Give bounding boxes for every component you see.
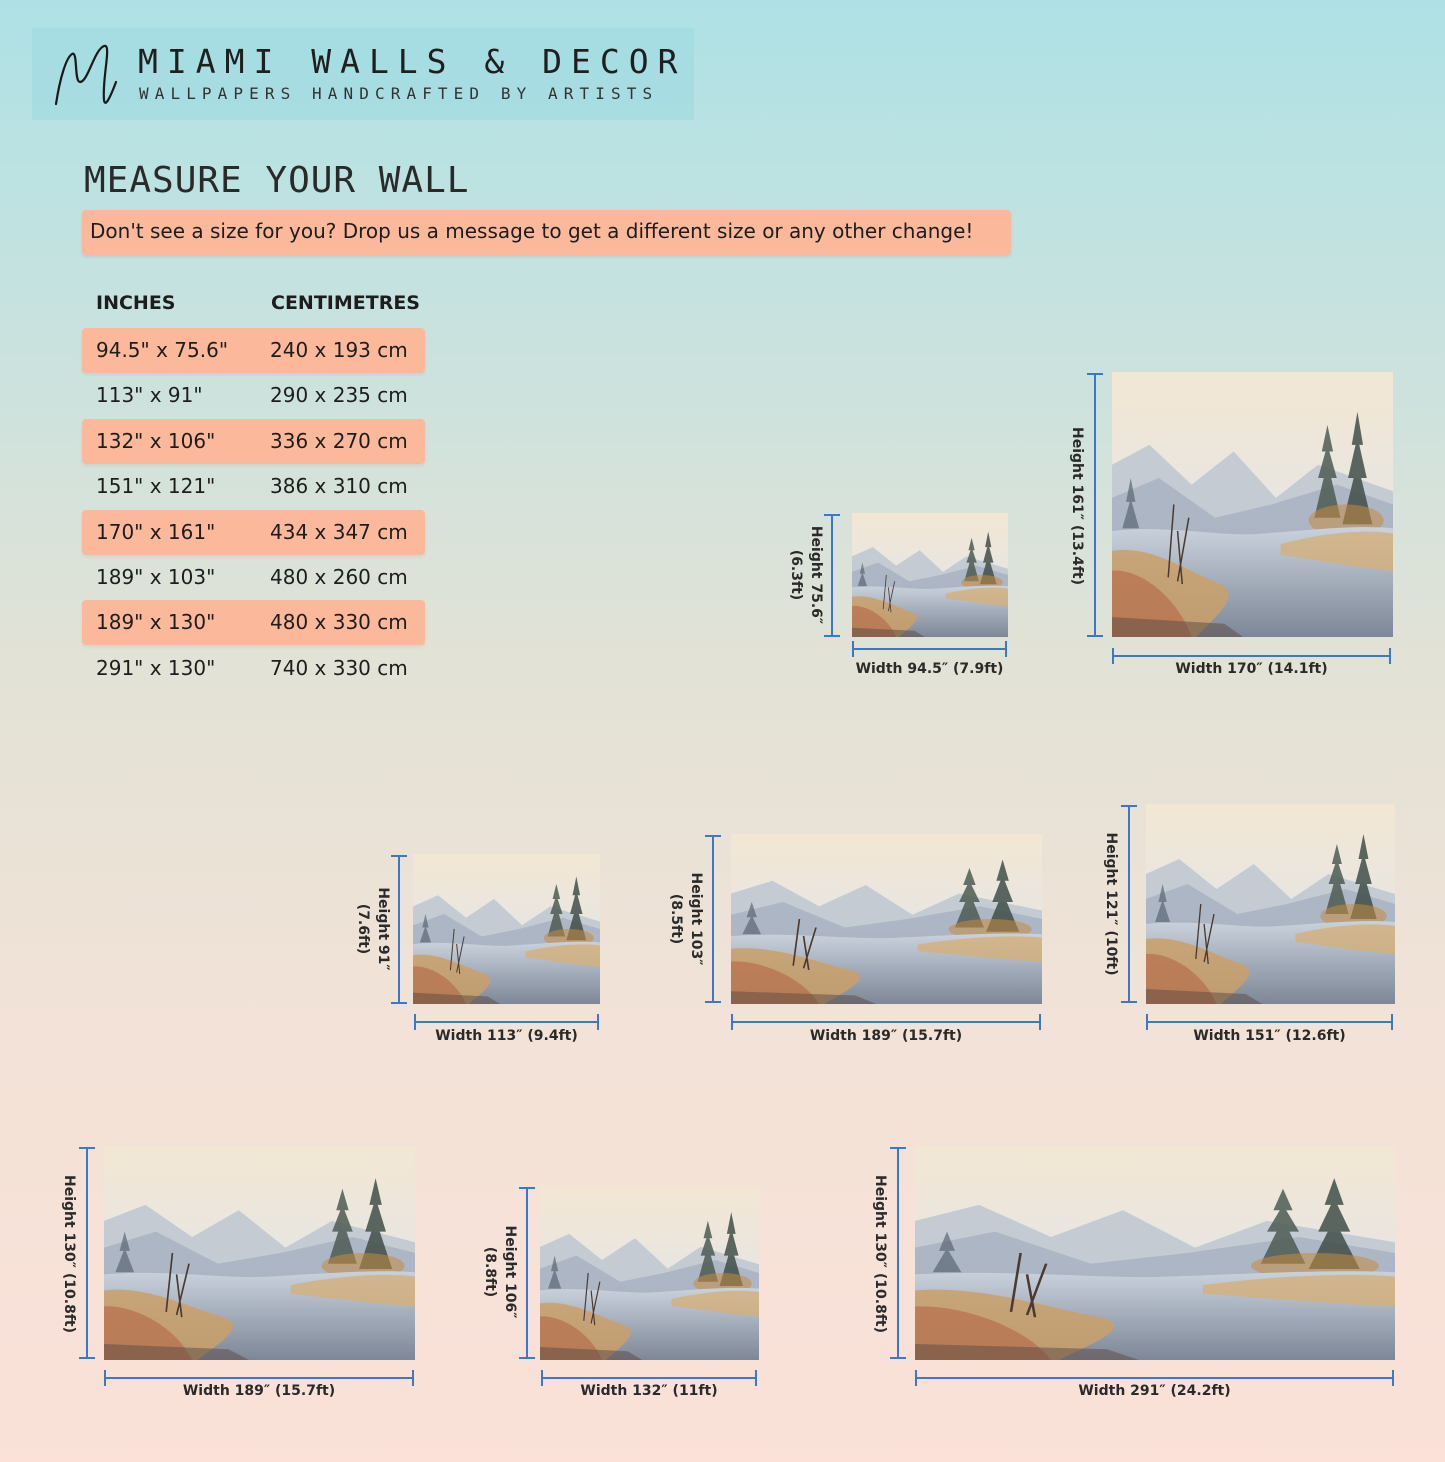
- row-inches: 170" x 161": [96, 520, 216, 544]
- row-cm: 290 x 235 cm: [270, 383, 408, 407]
- header-centimetres: CENTIMETRES: [271, 292, 420, 314]
- width-dimension-line: [915, 1377, 1394, 1379]
- brand-banner: [32, 28, 694, 120]
- landscape-image: [915, 1146, 1395, 1360]
- width-dimension-line: [731, 1021, 1041, 1023]
- table-row: [82, 464, 425, 509]
- width-dimension-line: [414, 1021, 599, 1023]
- landscape-image: [1146, 804, 1395, 1004]
- height-label: Height 130″ (10.8ft): [872, 1174, 888, 1334]
- page-title: MEASURE YOUR WALL: [84, 160, 470, 201]
- width-dimension-line: [1112, 655, 1391, 657]
- height-dimension-line: [831, 514, 833, 637]
- width-dimension-line: [104, 1377, 414, 1379]
- row-inches: 151" x 121": [96, 474, 216, 498]
- height-dimension-line: [897, 1147, 899, 1359]
- row-cm: 480 x 330 cm: [270, 610, 408, 634]
- height-label: Height 130″ (10.8ft): [61, 1174, 77, 1334]
- height-dimension-line: [86, 1147, 88, 1359]
- row-cm: 740 x 330 cm: [270, 656, 408, 680]
- height-label: Height 161″ (13.4ft): [1069, 426, 1085, 586]
- width-label: Width 94.5″ (7.9ft): [855, 661, 1004, 677]
- width-label: Width 291″ (24.2ft): [1078, 1383, 1231, 1399]
- height-dimension-line: [398, 855, 400, 1004]
- row-cm: 480 x 260 cm: [270, 565, 408, 589]
- row-inches: 291" x 130": [96, 656, 216, 680]
- table-row: [82, 600, 425, 645]
- landscape-image: [1112, 372, 1393, 637]
- landscape-image: [540, 1186, 759, 1360]
- table-row: [82, 373, 425, 418]
- table-row: [82, 328, 425, 373]
- width-label: Width 151″ (12.6ft): [1193, 1028, 1346, 1044]
- landscape-image: [104, 1146, 415, 1360]
- brand-name: MIAMI WALLS & DECOR: [138, 42, 687, 81]
- height-label: Height 91″ (7.6ft): [355, 887, 391, 971]
- row-inches: 132" x 106": [96, 429, 216, 453]
- row-cm: 240 x 193 cm: [270, 338, 408, 362]
- landscape-image: [852, 513, 1008, 637]
- row-cm: 336 x 270 cm: [270, 429, 408, 453]
- width-label: Width 113″ (9.4ft): [435, 1028, 578, 1044]
- row-cm: 434 x 347 cm: [270, 520, 408, 544]
- handwritten-m-logo: [50, 38, 130, 110]
- header-inches: INCHES: [96, 292, 176, 314]
- height-label: Height 103″ (8.5ft): [668, 872, 704, 966]
- height-label: Height 121″ (10ft): [1103, 832, 1119, 976]
- brand-tagline: WALLPAPERS HANDCRAFTED BY ARTISTS: [139, 84, 659, 103]
- row-cm: 386 x 310 cm: [270, 474, 408, 498]
- height-dimension-line: [1094, 373, 1096, 637]
- width-dimension-line: [852, 648, 1007, 650]
- landscape-image: [731, 834, 1042, 1004]
- row-inches: 189" x 130": [96, 610, 216, 634]
- landscape-image: [413, 854, 600, 1004]
- width-label: Width 189″ (15.7ft): [809, 1028, 963, 1044]
- table-row: [82, 510, 425, 555]
- width-label: Width 132″ (11ft): [580, 1383, 718, 1399]
- width-label: Width 170″ (14.1ft): [1175, 661, 1328, 677]
- width-label: Width 189″ (15.7ft): [182, 1383, 336, 1399]
- row-inches: 94.5" x 75.6": [96, 338, 229, 362]
- row-inches: 189" x 103": [96, 565, 216, 589]
- width-dimension-line: [1146, 1021, 1393, 1023]
- table-row: [82, 419, 425, 464]
- table-row: [82, 555, 425, 600]
- height-dimension-line: [712, 835, 714, 1003]
- table-row: [82, 646, 425, 691]
- height-label: Height 106″ (8.8ft): [482, 1225, 518, 1319]
- notice-text: Don't see a size for you? Drop us a message to get a different size or any other change!: [90, 219, 974, 243]
- row-inches: 113" x 91": [96, 383, 203, 407]
- height-dimension-line: [526, 1187, 528, 1359]
- height-dimension-line: [1128, 805, 1130, 1003]
- height-label: Height 75.6″ (6.3ft): [788, 525, 824, 625]
- width-dimension-line: [541, 1377, 757, 1379]
- custom-size-notice: [82, 210, 1011, 255]
